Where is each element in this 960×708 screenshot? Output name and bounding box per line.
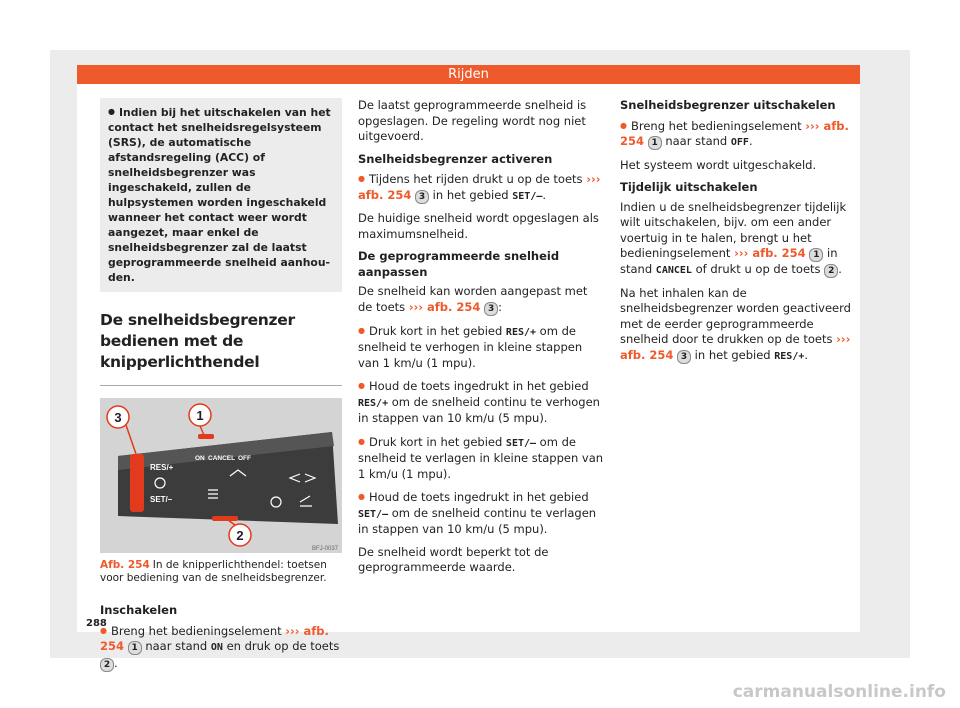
tijdelijk-text: Indien u de snelheidsbegrenzer tijdelijk wilt uitschakelen, bijv. om een ander voertuig in te halen, brengt u het bedieningselement ››› afb. 254 1 in stand CANCEL of drukt u op de toets 2 . (620, 199, 847, 276)
figure-ref-link[interactable]: ››› afb. 254 (358, 172, 601, 202)
figure-ref-link[interactable]: ››› afb. 254 (100, 623, 329, 653)
heading-aanpassen: De geprogrammeerde snelheid aanpassen (358, 249, 560, 279)
marker-1: 1 (128, 641, 142, 655)
callout-1: 1 (196, 408, 204, 423)
marker-3: 3 (415, 190, 429, 204)
on-label: ON (195, 455, 205, 462)
key-on: ON (210, 642, 223, 653)
list-item: ● Houd de toets ingedrukt in het gebied SET/– om de snelheid continu te verlagen in stappen van 10 km/u (5 mpu). (358, 489, 604, 538)
paragraph: De laatst geprogrammeerde snelheid is opgeslagen. De regeling wordt nog niet uitgevoerd. (358, 98, 587, 143)
key-off: OFF (730, 137, 749, 148)
marker-1: 1 (648, 136, 662, 150)
figure-ref-link[interactable]: ››› afb. 254 (408, 299, 481, 314)
heading-activeren: Snelheidsbegrenzer activeren (358, 151, 553, 166)
page-number: 288 (86, 618, 107, 629)
figure-ref-link[interactable]: ››› afb. 254 (734, 246, 806, 260)
note-text: ● Indien bij het uitschakelen van het contact het snelheidsregelsysteem (SRS), de automatische afstandsregeling (ACC) of snelheidsbegrenzer was ingeschakeld, zullen de hulpsystemen worden ingeschakeld wanneer het contact weer wordt aangezet, maar enkel de snelheidsbegrenzer zal de laatst geprogrammeerde snelheid aanhouden. (108, 106, 331, 284)
figure-254 (100, 398, 342, 553)
key-set: SET/– (505, 437, 537, 449)
key-res: RES/+ (505, 326, 537, 338)
aanpassen-intro: De snelheid kan worden aangepast met de toets ››› afb. 254 3 : (358, 284, 588, 314)
set-label: SET/– (150, 495, 173, 504)
paragraph: De snelheid wordt beperkt tot de geprogrammeerde waarde. (358, 544, 549, 574)
key-set: SET/– (512, 190, 543, 202)
divider (100, 385, 342, 386)
cancel-label: CANCEL (208, 455, 236, 462)
uitschakelen-step: ● Breng het bedieningselement ››› afb. 254 1 naar stand OFF. (620, 118, 862, 151)
heading-inschakelen: Inschakelen (100, 603, 178, 617)
heading-tijdelijk: Tijdelijk uitschakelen (620, 180, 758, 194)
list-item: ● Druk kort in het gebied SET/– om de snelheid te verlagen in kleine stappen van 1 km/u (1 mpu). (358, 434, 604, 483)
callout-2: 2 (236, 528, 244, 543)
stalk-illustration (100, 398, 342, 553)
section-title: De snelheidsbegrenzer bedienen met de knipperlichthendel (100, 311, 295, 371)
off-label: OFF (238, 455, 251, 462)
caption-text: In de knipperlichthendel: toetsen voor bediening van de snelheidsbegrenzer. (100, 559, 327, 584)
figure-code: BFJ-0037 (311, 546, 338, 552)
key-res: RES/+ (774, 350, 805, 362)
figure-ref-link[interactable]: ››› afb. 254 (620, 118, 849, 148)
list-item: ● Druk kort in het gebied RES/+ om de snelheid te verhogen in kleine stappen van 1 km/u (1 mpu). (358, 323, 604, 372)
column-right (620, 98, 862, 371)
figure-ref-link[interactable]: ››› afb. 254 (620, 332, 851, 362)
key-res: RES/+ (358, 397, 389, 409)
key-set: SET/– (358, 508, 389, 520)
marker-2: 2 (824, 264, 838, 278)
key-cancel: CANCEL (655, 265, 692, 276)
watermark: carmanualsonline.info (732, 682, 946, 702)
inschakelen-step: ● Breng het bedieningselement ››› afb. 254 1 naar stand ON en druk op de toets 2 . (100, 623, 342, 672)
figure-caption (100, 559, 342, 585)
inhalen-text: Na het inhalen kan de snelheidsbegrenzer worden geactiveerd met de eerder geprogrammeerde snelheid door te drukken op de toets ››› afb. 254 3 in het gebied RES/+. (620, 285, 851, 362)
activeren-step: ● Tijdens het rijden drukt u op de toets ››› afb. 254 3 in het gebied SET/–. (358, 171, 604, 204)
column-left (100, 98, 342, 679)
caption-label: Afb. 254 (100, 559, 150, 571)
list-item: ● Houd de toets ingedrukt in het gebied RES/+ om de snelheid continu te verhogen in stappen van 10 km/u (5 mpu). (358, 378, 604, 427)
note-box (100, 98, 342, 292)
marker-3: 3 (677, 350, 691, 364)
heading-uitschakelen: Snelheidsbegrenzer uitschakelen (620, 98, 836, 112)
marker-3: 3 (484, 302, 498, 316)
callout-3: 3 (114, 410, 122, 425)
section-header: Rijden (77, 65, 860, 84)
res-label: RES/+ (150, 463, 174, 472)
column-middle (358, 98, 604, 583)
paragraph: De huidige snelheid wordt opgeslagen als maximumsnelheid. (358, 211, 599, 241)
marker-2: 2 (100, 658, 114, 672)
marker-1: 1 (809, 248, 823, 262)
paragraph: Het systeem wordt uitgeschakeld. (620, 157, 817, 172)
